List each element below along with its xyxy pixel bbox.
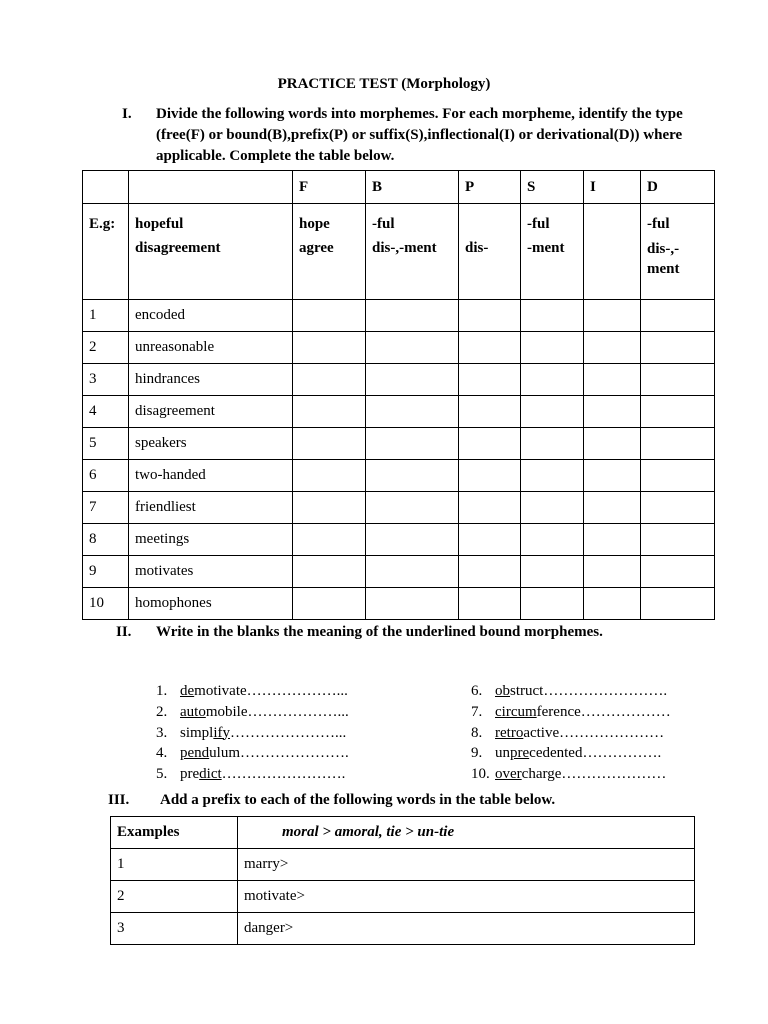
answer-cell[interactable] [459, 300, 521, 332]
table-row [83, 332, 715, 364]
section-2-instruction [116, 624, 736, 641]
table-row [83, 300, 715, 332]
item-number: 3. [156, 724, 168, 741]
morpheme-list-right [471, 681, 671, 785]
answer-cell[interactable] [459, 492, 521, 524]
example-inflectional [584, 204, 641, 300]
answer-cell[interactable] [584, 364, 641, 396]
answer-cell[interactable] [521, 428, 584, 460]
underlined-morpheme: over [495, 766, 522, 783]
example-free: hope agree [293, 204, 366, 300]
word-part: mobile [205, 703, 248, 720]
answer-cell[interactable] [366, 364, 459, 396]
answer-cell[interactable] [459, 524, 521, 556]
word-part: motivate [194, 683, 247, 699]
row-word: motivates [129, 556, 293, 588]
answer-cell[interactable] [293, 364, 366, 396]
table-row [83, 396, 715, 428]
answer-cell[interactable] [641, 588, 715, 620]
underlined-morpheme: dict [199, 766, 222, 783]
section-1-text: Divide the following words into morphemes. For each morpheme, identify the type (free(F) or bound(B),prefix(P) or suffix(S),inflectional(I) or derivational(D)) where applicable. Complete the table below. [156, 106, 683, 164]
answer-cell[interactable] [521, 460, 584, 492]
answer-blank[interactable]: ……………………. [543, 683, 668, 699]
list-item [156, 702, 349, 723]
row-word: disagreement [129, 396, 293, 428]
answer-blank[interactable]: ………………... [247, 703, 349, 720]
answer-cell[interactable] [293, 588, 366, 620]
example-label: E.g: [83, 204, 129, 300]
list-item [156, 681, 349, 702]
list-item [471, 681, 671, 702]
list-item [471, 764, 671, 785]
list-item [471, 702, 671, 723]
answer-cell[interactable] [641, 556, 715, 588]
table-row [111, 913, 695, 945]
table-row [83, 588, 715, 620]
list-item [156, 764, 349, 785]
examples-text: moral > amoral, tie > un-tie [238, 817, 695, 849]
row-number: 3 [111, 913, 238, 945]
item-number: 6. [471, 683, 483, 699]
row-number: 4 [83, 396, 129, 428]
morpheme-table [82, 170, 715, 620]
row-word: unreasonable [129, 332, 293, 364]
answer-cell[interactable] [521, 300, 584, 332]
table-row [111, 849, 695, 881]
row-word: friendliest [129, 492, 293, 524]
section-1-instruction [122, 104, 722, 167]
answer-cell[interactable] [584, 300, 641, 332]
answer-cell[interactable] [293, 556, 366, 588]
word-part: struct [510, 683, 544, 699]
example-row [83, 204, 715, 300]
row-number: 5 [83, 428, 129, 460]
word-part: ference [536, 703, 581, 720]
section-1-number: I. [122, 106, 132, 122]
page-title: PRACTICE TEST (Morphology) [277, 76, 491, 92]
item-number: 7. [471, 703, 483, 720]
row-word: two-handed [129, 460, 293, 492]
header-inflectional: I [584, 171, 641, 204]
row-word[interactable]: danger> [238, 913, 695, 945]
row-word[interactable]: motivate> [238, 881, 695, 913]
table-row [83, 460, 715, 492]
answer-cell[interactable] [641, 460, 715, 492]
item-number: 2. [156, 703, 168, 720]
answer-cell[interactable] [459, 556, 521, 588]
answer-cell[interactable] [459, 588, 521, 620]
answer-cell[interactable] [293, 492, 366, 524]
answer-blank[interactable]: ………………... [246, 683, 348, 699]
word-part: un [495, 745, 510, 762]
example-derivational: -ful dis-,- ment [641, 204, 715, 300]
answer-cell[interactable] [584, 396, 641, 428]
row-word[interactable]: marry> [238, 849, 695, 881]
underlined-morpheme: ob [495, 683, 510, 699]
example-suffix: -ful -ment [521, 204, 584, 300]
list-item [156, 723, 349, 744]
answer-cell[interactable] [459, 364, 521, 396]
answer-cell[interactable] [293, 460, 366, 492]
answer-cell[interactable] [293, 300, 366, 332]
row-number: 6 [83, 460, 129, 492]
answer-cell[interactable] [641, 332, 715, 364]
answer-cell[interactable] [521, 588, 584, 620]
section-2-number: II. [116, 624, 132, 640]
answer-cell[interactable] [366, 396, 459, 428]
header-bound: B [366, 171, 459, 204]
header-cell [83, 171, 129, 204]
item-number: 10. [471, 766, 490, 783]
answer-cell[interactable] [366, 588, 459, 620]
item-number: 9. [471, 745, 483, 762]
row-number: 2 [83, 332, 129, 364]
header-derivational: D [641, 171, 715, 204]
morpheme-table-header [83, 171, 715, 204]
answer-cell[interactable] [584, 428, 641, 460]
header-prefix: P [459, 171, 521, 204]
answer-cell[interactable] [366, 460, 459, 492]
answer-cell[interactable] [366, 332, 459, 364]
row-word: speakers [129, 428, 293, 460]
answer-cell[interactable] [641, 524, 715, 556]
row-number: 1 [83, 300, 129, 332]
underlined-morpheme: pre [510, 745, 530, 762]
header-cell [129, 171, 293, 204]
answer-blank[interactable]: ………………… [559, 724, 665, 741]
morpheme-list-left [156, 681, 349, 785]
item-number: 4. [156, 745, 168, 762]
row-number: 9 [83, 556, 129, 588]
answer-cell[interactable] [584, 524, 641, 556]
header-free: F [293, 171, 366, 204]
answer-cell[interactable] [641, 396, 715, 428]
item-number: 5. [156, 766, 168, 783]
item-number: 1. [156, 683, 168, 699]
answer-cell[interactable] [459, 428, 521, 460]
answer-cell[interactable] [459, 332, 521, 364]
answer-cell[interactable] [366, 300, 459, 332]
underlined-morpheme: ify [213, 724, 231, 741]
answer-cell[interactable] [521, 364, 584, 396]
answer-cell[interactable] [641, 492, 715, 524]
word-part: pre [180, 766, 200, 783]
answer-cell[interactable] [584, 332, 641, 364]
answer-cell[interactable] [521, 556, 584, 588]
answer-cell[interactable] [293, 396, 366, 428]
list-item [156, 743, 349, 764]
answer-cell[interactable] [366, 556, 459, 588]
underlined-morpheme: pend [180, 745, 210, 762]
word-part: cedented [529, 745, 583, 762]
answer-cell[interactable] [521, 524, 584, 556]
answer-cell[interactable] [366, 428, 459, 460]
answer-cell[interactable] [521, 396, 584, 428]
underlined-morpheme: circum [495, 703, 537, 720]
answer-cell[interactable] [293, 428, 366, 460]
answer-cell[interactable] [584, 588, 641, 620]
answer-cell[interactable] [293, 332, 366, 364]
prefix-table [110, 816, 695, 945]
section-3-instruction [108, 792, 748, 809]
underlined-morpheme: auto [180, 703, 206, 720]
section-2-text: Write in the blanks the meaning of the underlined bound morphemes. [156, 624, 603, 640]
row-number: 1 [111, 849, 238, 881]
answer-cell[interactable] [641, 364, 715, 396]
answer-blank[interactable]: ………………… [561, 766, 667, 783]
word-part: charge [521, 766, 562, 783]
row-number: 7 [83, 492, 129, 524]
row-word: hindrances [129, 364, 293, 396]
row-number: 3 [83, 364, 129, 396]
header-suffix: S [521, 171, 584, 204]
section-3-text: Add a prefix to each of the following words in the table below. [160, 792, 556, 808]
example-bound: -ful dis-,-ment [366, 204, 459, 300]
underlined-morpheme: de [180, 683, 195, 699]
item-number: 8. [471, 724, 483, 741]
answer-cell[interactable] [366, 524, 459, 556]
word-part: active [523, 724, 560, 741]
table-row [83, 556, 715, 588]
examples-label: Examples [111, 817, 238, 849]
answer-cell[interactable] [521, 332, 584, 364]
row-number: 10 [83, 588, 129, 620]
answer-cell[interactable] [459, 396, 521, 428]
answer-cell[interactable] [366, 492, 459, 524]
row-word: homophones [129, 588, 293, 620]
answer-blank[interactable]: …………………. [240, 745, 349, 762]
answer-cell[interactable] [584, 460, 641, 492]
answer-cell[interactable] [641, 428, 715, 460]
answer-cell[interactable] [641, 300, 715, 332]
answer-cell[interactable] [459, 460, 521, 492]
answer-cell[interactable] [584, 556, 641, 588]
table-row [83, 428, 715, 460]
answer-cell[interactable] [293, 524, 366, 556]
table-row [111, 881, 695, 913]
answer-cell[interactable] [521, 492, 584, 524]
answer-blank[interactable]: ……………………. [221, 766, 346, 783]
row-word: encoded [129, 300, 293, 332]
table-row [83, 524, 715, 556]
section-3-number: III. [108, 792, 130, 808]
underlined-morpheme: retro [495, 724, 524, 741]
example-words: hopeful disagreement [129, 204, 293, 300]
example-prefix: dis- [459, 204, 521, 300]
row-number: 2 [111, 881, 238, 913]
row-number: 8 [83, 524, 129, 556]
list-item [471, 723, 671, 744]
table-row [83, 492, 715, 524]
word-part: simpl [180, 724, 214, 741]
table-row [83, 364, 715, 396]
answer-blank[interactable]: ……………. [582, 745, 662, 762]
prefix-table-header [111, 817, 695, 849]
answer-cell[interactable] [584, 492, 641, 524]
word-part: ulum [209, 745, 241, 762]
answer-blank[interactable]: ……………… [580, 703, 671, 720]
list-item [471, 743, 671, 764]
row-word: meetings [129, 524, 293, 556]
answer-blank[interactable]: …………………... [230, 724, 347, 741]
